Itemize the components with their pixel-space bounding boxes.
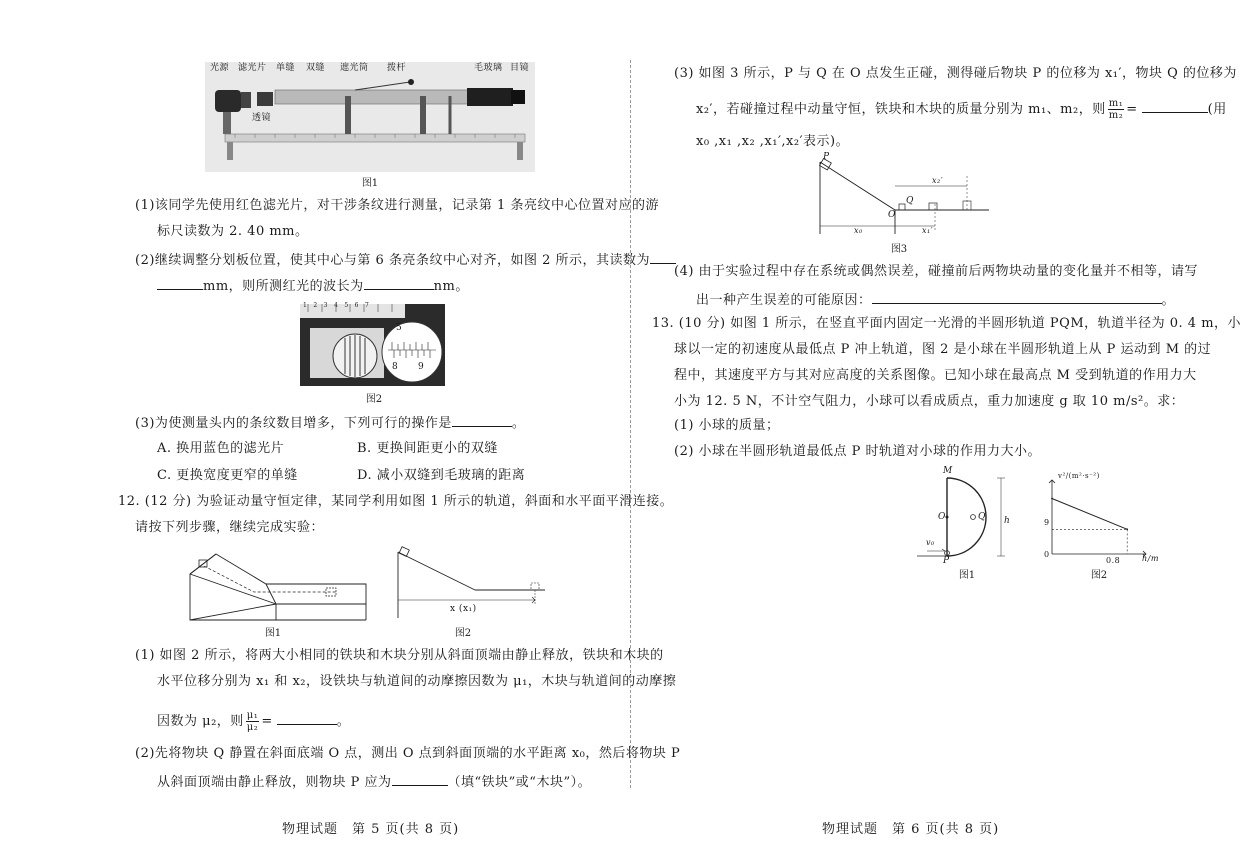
scale-3: 3 [323,302,334,309]
q12-1-line3: 因数为 μ₂，则 $\frac{\text{μ₁}}{\text{μ₂}}$ = 。 [157,710,351,733]
q11-3-blank[interactable] [452,412,512,427]
q13-line2: 球以一定的初速度从最低点 P 冲上轨道，图 2 是小球在半圆形轨道上从 P 运动到 M 的过 [674,342,1212,357]
scale-2: 2 [313,302,324,309]
m-den: m₂ [1108,110,1124,121]
q11-2-line1 [135,249,676,271]
chart-tick-0-8: 0.8 [1106,556,1121,565]
q12-1-text: 因数为 μ₂，则 [157,714,244,729]
q11-2-end: nm。 [433,279,469,294]
label-eyepiece: 目镜 [510,63,530,73]
chart-xlabel: h/m [1142,554,1159,563]
q13-fig1-caption: 图1 [958,570,976,581]
q11-1-line1: (1)该同学先使用红色滤光片，对干涉条纹进行测量，记录第 1 条亮纹中心位置对应的游 [135,198,659,213]
option-b[interactable]: B. 更换间距更小的双缝 [357,441,498,456]
q12-3-eq: = [1126,102,1138,117]
collision-figure [817,156,992,240]
q12-2-blank[interactable] [392,771,448,786]
m-num: m₁ [1108,98,1124,109]
q12-heading: 12. (12 分) 为验证动量守恒定律，某同学利用如图 1 所示的轨道，斜面和水平面平滑连接。 [118,494,674,509]
q11-1-line2: 标尺读数为 2. 40 mm。 [157,224,309,239]
mu-num: μ₁ [246,710,259,721]
q12-2-text: 从斜面顶端由静止释放，则物块 P 应为 [157,775,392,790]
label-single-slit: 单缝 [276,63,296,73]
fig3-label-q: Q [906,196,914,206]
fig3-label-o: O [888,210,896,220]
q12-4-blank[interactable] [872,289,1162,304]
mu-ratio [246,710,260,733]
option-d[interactable]: D. 减小双缝到毛玻璃的距离 [357,468,526,483]
q12-3-blank[interactable] [1142,98,1208,113]
fig-label-o: O [938,512,946,522]
vernier-mag-8: 8 [392,362,399,372]
page-divider [630,60,631,788]
q12-4-line2 [696,289,1175,311]
fig3-label-p: P [823,152,830,162]
m-ratio [1108,98,1125,121]
scale-1: 1 [303,302,314,309]
q11-2-text: (2)继续调整分划板位置，使其中心与第 6 条亮条纹中心对齐，如图 2 所示，其读数为 [135,253,650,268]
vernier-mag-9: 9 [418,362,425,372]
data-point [1126,528,1128,530]
q11-2-blank-b[interactable] [157,275,203,290]
chart-tick-0: 0 [1044,550,1050,559]
q12-fig2-label: x (x₁) [450,604,477,614]
label-frosted-glass: 毛玻璃 [474,63,503,73]
semicircle-figure [917,472,1037,564]
fig-label-h: h [1004,516,1011,526]
q11-2-blank-c[interactable] [364,275,434,290]
track-3d-figure [186,546,368,624]
vernier-figure [300,304,445,386]
q12-4-end: 。 [1161,293,1176,308]
label-lever: 拨杆 [387,63,407,73]
q13-line4: 小为 12. 5 N，不计空气阻力，小球可以看成质点，重力加速度 g 取 10 m/s²。求： [674,394,1185,409]
scale-4: 4 [333,302,345,309]
right-page [632,0,1241,868]
q13-sub1: (1) 小球的质量； [674,418,780,433]
q12-2-line1: (2)先将物块 Q 静置在斜面底端 O 点，测出 O 点到斜面顶端的水平距离 x₀，然后将物块 P [135,746,681,761]
q12-1-line1: (1) 如图 2 所示，将两大小相同的铁块和木块分别从斜面顶端由静止释放，铁块和木块的 [135,648,664,663]
option-a[interactable]: A. 换用蓝色的滤光片 [157,441,285,456]
q11-3-line [135,412,525,434]
q12-4-text: 出一种产生误差的可能原因： [696,293,872,308]
option-c[interactable]: C. 更换宽度更窄的单缝 [157,468,298,483]
vernier-mag-5: 5 [396,323,403,333]
footer-page-6: 物理试题 第 6 页(共 8 页) [822,822,1000,837]
data-point [1051,498,1053,500]
fig2-caption: 图2 [365,394,383,405]
q12-3-text: x₂′，若碰撞过程中动量守恒，铁块和木块的质量分别为 m₁、m₂，则 [696,102,1106,117]
vernier-top-scale [303,302,375,310]
fig-label-v0: v₀ [926,538,935,547]
q11-3-end: 。 [511,416,526,431]
fig-label-q: Q [978,512,986,522]
label-double-slit: 双缝 [306,63,326,73]
fig3-caption: 图3 [890,244,908,255]
scale-5: 5 [344,302,355,309]
q12-2-line2 [157,771,591,793]
series-line [1052,499,1127,530]
fig3-label-x1p: x₁′ [922,226,934,235]
chart-tick-9: 9 [1044,518,1050,527]
q12-1-blank[interactable] [277,710,337,725]
q12-fig1-caption: 图1 [264,628,282,639]
mu-den: μ₂ [246,722,259,733]
fig3-label-x2p: x₂′ [932,176,944,185]
fig-label-m: M [943,466,953,476]
fig3-label-x0: x₀ [854,226,863,235]
q11-3-text: (3)为使测量头内的条纹数目增多，下列可行的操作是 [135,416,452,431]
q12-3-line3: x₀ ,x₁ ,x₂ ,x₁′,x₂′表示)。 [696,134,850,149]
q12-3-line2 [696,96,1227,124]
label-filter: 滤光片 [238,63,267,73]
q12-3-tail: (用 [1207,102,1227,117]
q12-heading-2: 请按下列步骤，继续完成实验： [135,520,325,535]
q12-2-end: （填“铁块”或“木块”）。 [447,775,592,790]
label-light-source: 光源 [210,63,230,73]
q12-fig2-caption: 图2 [454,628,472,639]
q13-line3: 程中，其速度平方与其对应高度的关系图像。已知小球在最高点 M 受到轨道的作用力大 [674,368,1197,383]
q12-1-eq: = [261,714,273,729]
label-lens: 透镜 [252,113,272,123]
q11-2-line2 [157,275,469,297]
q12-1-line2: 水平位移分别为 x₁ 和 x₂，设铁块与轨道间的动摩擦因数为 μ₁，木块与轨道间的动摩擦 [157,674,677,689]
q13-line1: 13. (10 分) 如图 1 所示，在竖直平面内固定一光滑的半圆形轨道 PQM，轨道半径为 0. 4 m，小 [652,316,1241,331]
fig-label-p: P [943,556,950,566]
footer-page-5: 物理试题 第 5 页(共 8 页) [282,822,460,837]
q13-fig2-caption: 图2 [1090,570,1108,581]
q11-2-unit: mm，则所测红光的波长为 [203,279,364,294]
label-tube: 遮光筒 [340,63,369,73]
scale-7: 7 [364,302,376,309]
scale-6: 6 [354,302,365,309]
q13-sub2: (2) 小球在半圆形轨道最低点 P 时轨道对小球的作用力大小。 [674,444,1042,459]
q12-4-line1: (4) 由于实验过程中存在系统或偶然误差，碰撞前后两物块动量的变化量并不相等，请写 [674,264,1199,279]
chart-ylabel: v²/(m²·s⁻²) [1058,472,1100,480]
q12-3-line1: (3) 如图 3 所示，P 与 Q 在 O 点发生正碰，测得碰后物块 P 的位移为 x₁′，物块 Q 的位移为 [674,66,1237,81]
v2-h-chart [1042,476,1152,562]
fig1-caption: 图1 [361,178,379,189]
